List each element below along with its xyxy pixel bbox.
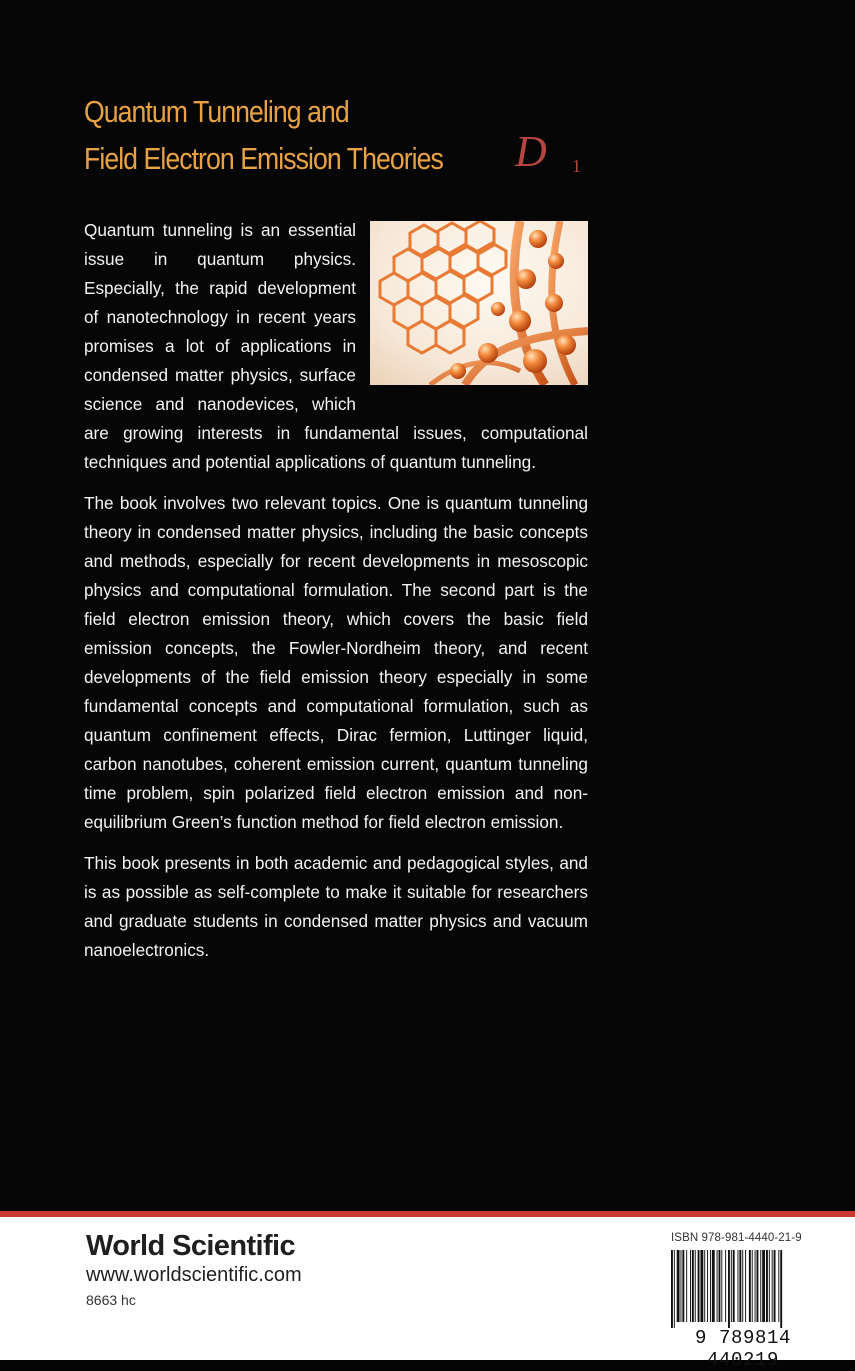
barcode-bar bbox=[704, 1250, 705, 1322]
barcode-bar bbox=[682, 1250, 684, 1322]
barcode-bar bbox=[755, 1250, 756, 1322]
barcode-bar bbox=[780, 1250, 782, 1328]
barcode-bar bbox=[698, 1250, 700, 1322]
series-logo-number: 1 bbox=[572, 156, 581, 176]
publisher-url: www.worldscientific.com bbox=[86, 1264, 302, 1286]
isbn-barcode bbox=[669, 1232, 817, 1371]
carbon-nanotube-image bbox=[370, 221, 588, 385]
barcode-bar bbox=[674, 1250, 675, 1328]
barcode-bar bbox=[677, 1250, 680, 1322]
title-line-1: Quantum Tunneling and bbox=[84, 94, 349, 129]
barcode-bar bbox=[752, 1250, 753, 1322]
barcode-bar bbox=[731, 1250, 732, 1322]
barcode-bar bbox=[739, 1250, 741, 1322]
paragraph-1: Quantum tunneling is an essential issue in quantum physics. Especially, the rapid development of nanotechnology in recent years promises a lot of applications in condensed matter physics, surface science and nanodevices, which are growing interests in fundamental issues, computational techniques and potential applications of quantum tunneling. bbox=[84, 220, 588, 472]
barcode-bar bbox=[725, 1250, 726, 1322]
paragraph-2: The book involves two relevant topics. One is quantum tunneling theory in condensed matter physics, including the basic concepts and methods, especially for recent developments in mesoscopic physics and computational formulation. The second part is the field electron emission theory, which covers the basic field emission concepts, the Fowler-Nordheim theory, and recent developments of the field emission theory especially in some fundamental concepts and computational formulation, such as quantum confinement effects, Dirac fermion, Luttinger liquid, carbon nanotubes, coherent emission current, quantum tunneling time problem, spin polarized field electron emission and non-equilibrium Green’s function method for field electron emission. bbox=[84, 493, 588, 832]
barcode-bar bbox=[710, 1250, 711, 1322]
barcode-bar bbox=[762, 1250, 765, 1322]
barcode-bar bbox=[772, 1250, 773, 1322]
barcode-bar bbox=[757, 1250, 759, 1322]
barcode-bar bbox=[686, 1250, 687, 1322]
barcode-bar bbox=[717, 1250, 718, 1322]
barcode-bar bbox=[774, 1250, 776, 1322]
barcode-bar bbox=[733, 1250, 735, 1322]
barcode-icon bbox=[669, 1250, 817, 1328]
isbn-label: ISBN 978-981-4440-21-9 bbox=[671, 1232, 802, 1244]
barcode-bar bbox=[681, 1250, 682, 1322]
title-line-2: Field Electron Emission Theories bbox=[84, 141, 443, 176]
barcode-bar bbox=[742, 1250, 743, 1322]
series-logo bbox=[515, 126, 595, 178]
barcode-bar bbox=[700, 1250, 703, 1322]
barcode-bar bbox=[760, 1250, 761, 1322]
barcode-bar bbox=[728, 1250, 730, 1328]
publisher-info bbox=[86, 1230, 302, 1311]
barcode-bar bbox=[769, 1250, 770, 1322]
barcode-bar bbox=[712, 1250, 715, 1322]
paragraph-3: This book presents in both academic and pedagogical styles, and is as possible as self-complete to make it suitable for researchers and graduate students in condensed matter physics and vacuum nanoelectronics. bbox=[84, 853, 588, 960]
barcode-bar bbox=[695, 1250, 696, 1322]
barcode-bar bbox=[778, 1250, 779, 1322]
product-code: 8663 hc bbox=[86, 1292, 136, 1308]
series-logo-letter: D bbox=[515, 127, 547, 176]
barcode-bar bbox=[766, 1250, 768, 1322]
description bbox=[84, 216, 588, 977]
book-title bbox=[84, 88, 480, 182]
barcode-bar bbox=[707, 1250, 708, 1322]
barcode-bar bbox=[721, 1250, 722, 1322]
barcode-bar bbox=[692, 1250, 694, 1322]
footer-band bbox=[0, 1211, 855, 1217]
barcode-bar bbox=[671, 1250, 673, 1328]
barcode-bar bbox=[738, 1250, 739, 1322]
barcode-bar bbox=[690, 1250, 691, 1322]
barcode-bar bbox=[745, 1250, 746, 1322]
barcode-number: 9 789814 440219 bbox=[694, 1327, 791, 1371]
barcode-bar bbox=[719, 1250, 721, 1322]
barcode-bar bbox=[749, 1250, 751, 1322]
publisher-name: World Scientific bbox=[86, 1230, 296, 1262]
